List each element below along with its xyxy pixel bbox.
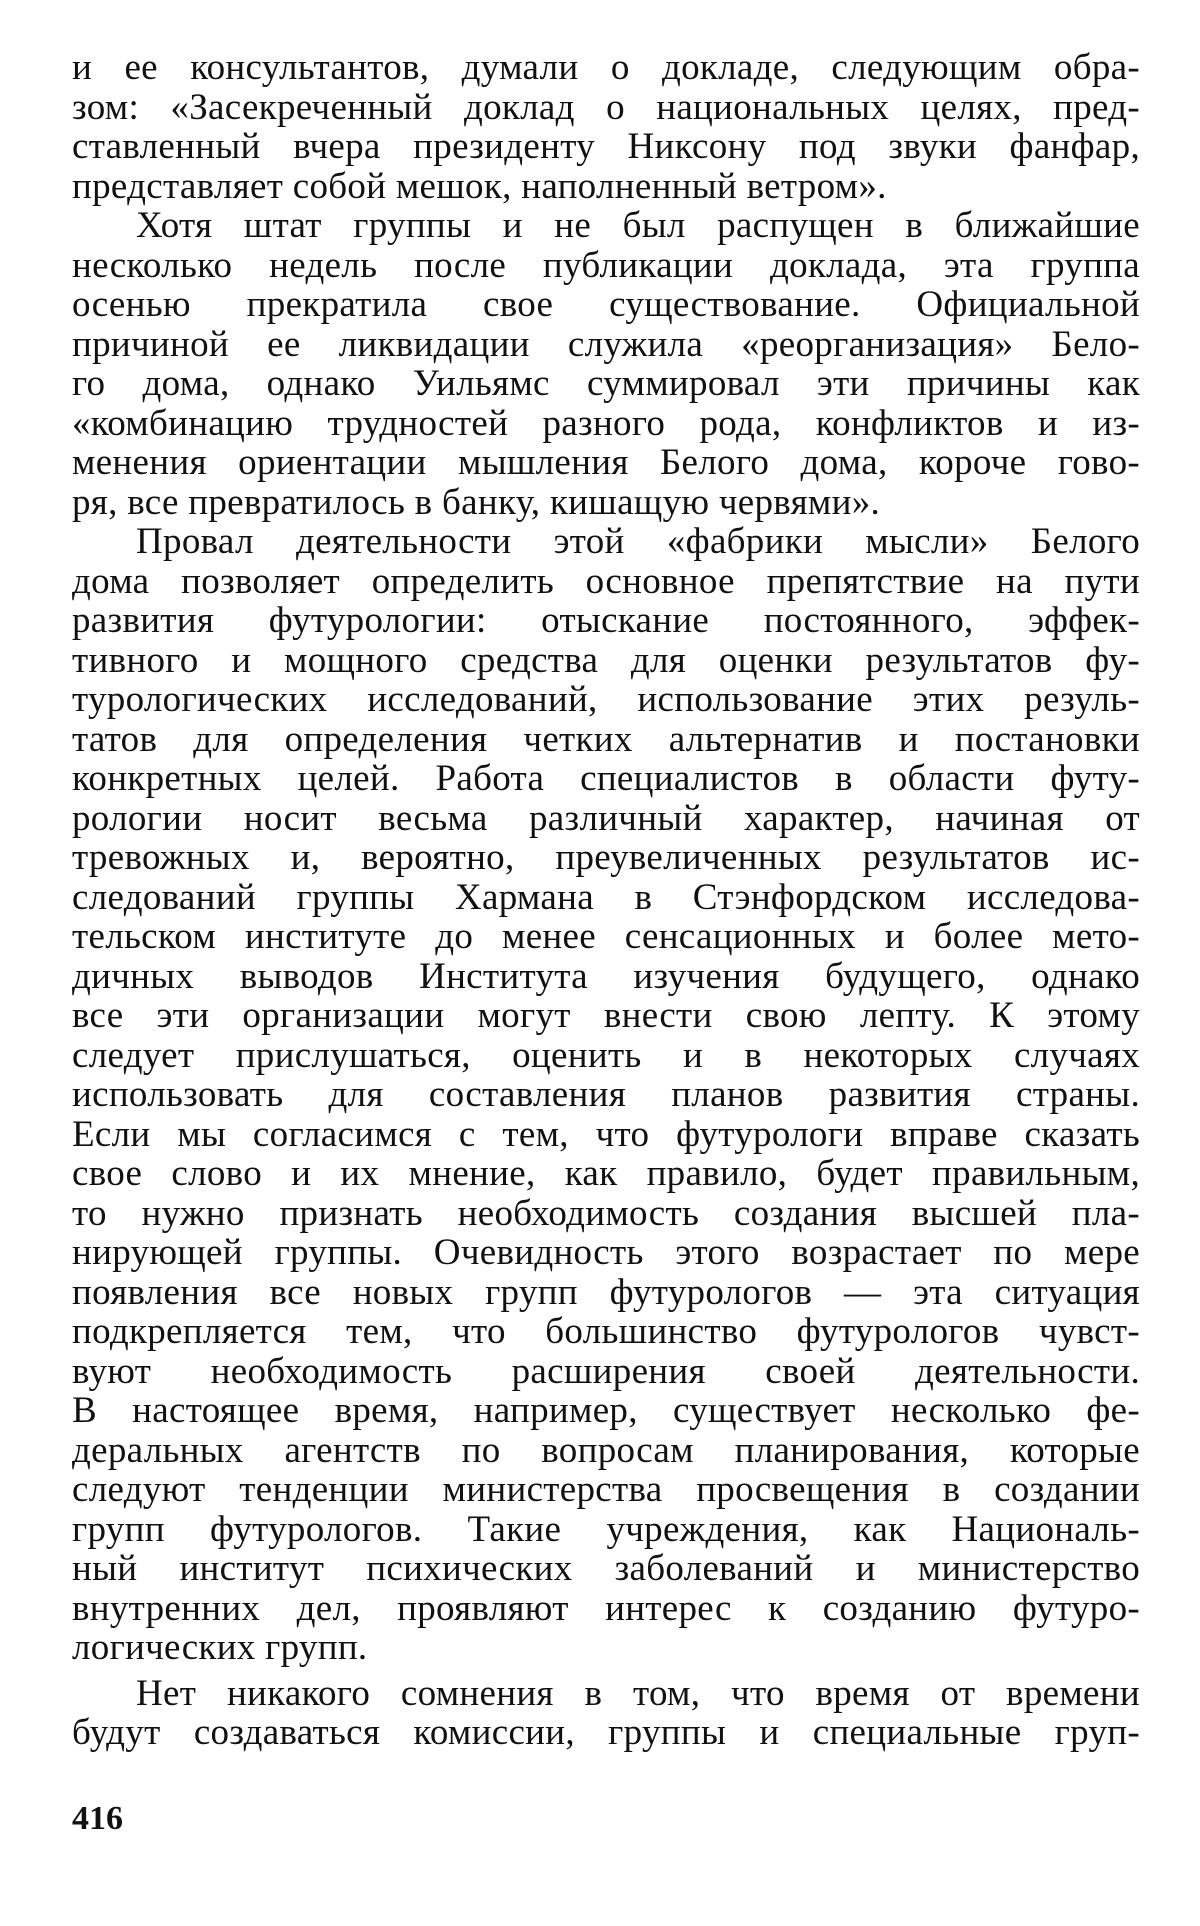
page-number: 416 xyxy=(72,1800,123,1837)
text-line: дичных выводов Института изучения будущего, однако xyxy=(72,955,1140,997)
text-line: развития футурологии: отыскание постоянного, эффек- xyxy=(72,600,1140,641)
text-line: и ее консультантов, думали о докладе, следующим обра- xyxy=(72,47,1140,88)
text-line: появления все новых групп футурологов — эта ситуация xyxy=(72,1271,1140,1313)
text-line: менения ориентации мышления Белого дома, короче гово- xyxy=(72,442,1140,483)
text-line: Провал деятельности этой «фабрики мысли» Белого xyxy=(136,521,1140,562)
text-line: будут создаваться комиссии, группы и специальные груп- xyxy=(72,1712,1140,1753)
text-line: Хотя штат группы и не был распущен в ближайшие xyxy=(136,205,1140,246)
text-line: логических групп. xyxy=(72,1627,368,1668)
text-line: подкрепляется тем, что большинство футурологов чувст- xyxy=(72,1311,1140,1352)
text-line: то нужно признать необходимость создания высшей пла- xyxy=(72,1192,1140,1234)
text-line: «комбинацию трудностей разного рода, конфликтов и из- xyxy=(72,402,1140,444)
text-line: го дома, однако Уильямс суммировал эти причины как xyxy=(72,363,1140,404)
text-line: турологических исследований, использование этих резуль- xyxy=(72,679,1140,720)
text-line: следуют тенденции министерства просвещения в создании xyxy=(72,1469,1140,1510)
text-line: несколько недель после публикации доклада, эта группа xyxy=(72,244,1140,286)
text-line: тельском институте до менее сенсационных и более мето- xyxy=(72,916,1140,957)
paragraph xyxy=(72,1674,1140,1753)
text-line: Если мы согласимся с тем, что футурологи вправе сказать xyxy=(72,1113,1140,1155)
text-line: внутренних дел, проявляют интерес к созданию футуро- xyxy=(72,1587,1140,1629)
page-body xyxy=(72,48,1140,1753)
text-line: дома позволяет определить основное препятствие на пути xyxy=(72,560,1140,602)
text-line: нирующей группы. Очевидность этого возрастает по мере xyxy=(72,1232,1140,1273)
paragraph xyxy=(72,522,1140,1668)
paragraph xyxy=(72,48,1140,206)
text-line: татов для определения четких альтернатив и постановки xyxy=(72,718,1140,760)
text-line: представляет собой мешок, наполненный ветром». xyxy=(72,165,887,207)
text-line: использовать для составления планов развития страны. xyxy=(72,1074,1140,1115)
text-line: вуют необходимость расширения своей деятельности. xyxy=(72,1350,1140,1392)
text-line: зом: «Засекреченный доклад о национальных целях, пред- xyxy=(72,86,1140,128)
text-line: ставленный вчера президенту Никсону под звуки фанфар, xyxy=(72,126,1140,167)
text-line: осенью прекратила свое существование. Официальной xyxy=(72,284,1140,325)
text-line: ный институт психических заболеваний и министерство xyxy=(72,1548,1140,1589)
text-line: свое слово и их мнение, как правило, будет правильным, xyxy=(72,1153,1140,1194)
text-line: все эти организации могут внести свою лепту. К этому xyxy=(72,995,1140,1036)
text-line: конкретных целей. Работа специалистов в области футу- xyxy=(72,758,1140,799)
paragraph xyxy=(72,206,1140,522)
text-line: деральных агентств по вопросам планирования, которые xyxy=(72,1429,1140,1471)
text-line: тревожных и, вероятно, преувеличенных результатов ис- xyxy=(72,837,1140,878)
text-line: групп футурологов. Такие учреждения, как Националь- xyxy=(72,1508,1140,1550)
text-line: следует прислушаться, оценить и в некоторых случаях xyxy=(72,1034,1140,1076)
text-line: тивного и мощного средства для оценки результатов фу- xyxy=(72,639,1140,681)
text-line: рологии носит весьма различный характер, начиная от xyxy=(72,797,1140,839)
text-line: причиной ее ликвидации служила «реорганизация» Бело- xyxy=(72,323,1140,365)
text-line: В настоящее время, например, существует несколько фе- xyxy=(72,1390,1140,1431)
text-line: Нет никакого сомнения в том, что время от времени xyxy=(136,1672,1140,1714)
text-line: ря, все превратилось в банку, кишащую червями». xyxy=(72,481,881,523)
text-line: следований группы Хармана в Стэнфордском исследова- xyxy=(72,876,1140,918)
